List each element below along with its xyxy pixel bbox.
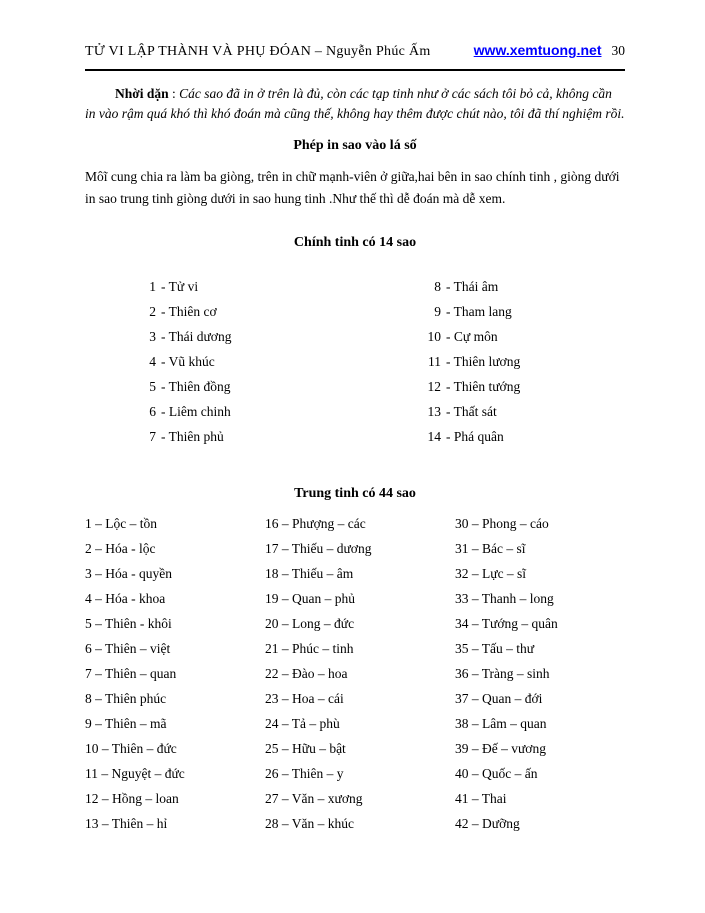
star-name: - Thiên cơ: [161, 304, 217, 319]
star-list-item: 20 – Long – đức: [265, 616, 355, 631]
star-list-item: [140, 329, 425, 354]
star-number: 14: [427, 429, 441, 444]
star-list-item: [140, 279, 425, 304]
star-list-item: 23 – Hoa – cái: [265, 691, 344, 706]
star-list-item: 17 – Thiếu – dương: [265, 541, 372, 556]
star-name: - Thiên tướng: [446, 379, 521, 394]
star-list-item: 7 – Thiên – quan: [85, 666, 177, 681]
trung-tinh-column-3: [455, 516, 625, 841]
website-link[interactable]: www.xemtuong.net: [473, 42, 602, 58]
star-list-item: [140, 354, 425, 379]
star-name: - Thiên lương: [446, 354, 521, 369]
star-list-item: [140, 404, 425, 429]
star-list-item: 8 – Thiên phúc: [85, 691, 167, 706]
star-number: 3: [149, 329, 156, 344]
star-list-item: [425, 329, 625, 354]
star-name: - Liêm chinh: [161, 404, 231, 419]
star-list-item: 13 – Thiên – hỉ: [85, 816, 168, 831]
star-list-item: 40 – Quốc – ấn: [455, 766, 538, 781]
chinh-tinh-heading: Chính tinh có 14 sao: [293, 235, 417, 250]
star-number: 9: [434, 304, 441, 319]
star-list-item: 11 – Nguyệt – đức: [85, 766, 185, 781]
star-name: - Thiên đồng: [161, 379, 231, 394]
star-list-item: 36 – Tràng – sinh: [455, 666, 550, 681]
star-number: 13: [427, 404, 441, 419]
star-list-item: [140, 429, 425, 454]
star-name: - Phá quân: [446, 429, 504, 444]
intro-text: Các sao đã in ở trên là đủ, còn các tạp tinh như ở các sách tôi bỏ cả, không cần in vào rậm quá khó thì khó đoán mà cũng thế, không hay thêm được chút nào, tôi đã thí nghiệm rồi.: [85, 86, 625, 121]
trung-tinh-heading: Trung tinh có 44 sao: [294, 486, 416, 501]
star-list-item: 6 – Thiên – việt: [85, 641, 171, 656]
star-number: 6: [149, 404, 156, 419]
star-number: 7: [149, 429, 156, 444]
star-list-item: 5 – Thiên - khôi: [85, 616, 172, 631]
star-list-item: 34 – Tướng – quân: [455, 616, 558, 631]
star-list-item: 24 – Tả – phù: [265, 716, 340, 731]
trung-tinh-column-2: [265, 516, 455, 841]
star-list-item: 1 – Lộc – tồn: [85, 516, 157, 531]
star-list-item: 21 – Phúc – tinh: [265, 641, 354, 656]
page-header: [85, 42, 625, 60]
method-paragraph: Môĩ cung chia ra làm ba giòng, trên in chữ mạnh-viên ở giữa,hai bên in sao chính tinh , giòng dưới in sao trung tinh giòng dưới in sao hung tinh .Như thế thì dễ đoán mà dễ xem.: [85, 169, 620, 206]
star-name: - Vũ khúc: [161, 354, 215, 369]
star-list-item: 26 – Thiên – y: [265, 766, 344, 781]
star-list-item: 10 – Thiên – đức: [85, 741, 177, 756]
star-name: - Thiên phủ: [161, 429, 224, 444]
intro-separator: :: [168, 86, 180, 101]
star-name: - Thất sát: [446, 404, 497, 419]
star-list-item: 37 – Quan – đới: [455, 691, 543, 706]
star-number: 11: [428, 354, 441, 369]
star-list-item: 22 – Đào – hoa: [265, 666, 348, 681]
star-number: 1: [149, 279, 156, 294]
star-number: 12: [427, 379, 441, 394]
star-list-item: 3 – Hóa - quyền: [85, 566, 172, 581]
star-list-item: 25 – Hữu – bật: [265, 741, 346, 756]
star-list-item: [425, 354, 625, 379]
star-list-item: 33 – Thanh – long: [455, 591, 554, 606]
star-list-item: 9 – Thiên – mã: [85, 716, 167, 731]
star-list-item: [425, 404, 625, 429]
star-list-item: 18 – Thiếu – âm: [265, 566, 354, 581]
chinh-tinh-right-column: [425, 279, 625, 454]
intro-label: Nhời dặn: [115, 86, 169, 101]
trung-tinh-column-1: [85, 516, 265, 841]
star-list-item: [425, 429, 625, 454]
star-name: - Thái âm: [446, 279, 499, 294]
star-number: 8: [434, 279, 441, 294]
chinh-tinh-left-column: [85, 279, 425, 454]
star-name: - Thái dương: [161, 329, 232, 344]
star-list-item: [425, 379, 625, 404]
star-list-item: 27 – Văn – xương: [265, 791, 363, 806]
star-name: - Tử vi: [161, 279, 199, 294]
document-title: TỬ VI LẬP THÀNH VÀ PHỤ ĐÓAN – Nguyễn Phúc Ấm: [85, 44, 431, 59]
star-list-item: 32 – Lực – sĩ: [455, 566, 527, 581]
star-list-item: [425, 304, 625, 329]
trung-tinh-list: [85, 516, 625, 841]
method-heading: Phép in sao vào lá số: [293, 138, 417, 153]
intro-paragraph: [85, 84, 625, 123]
star-number: 10: [427, 329, 441, 344]
star-number: 5: [149, 379, 156, 394]
star-list-item: 41 – Thai: [455, 791, 507, 806]
header-divider: [85, 69, 625, 71]
star-number: 2: [149, 304, 156, 319]
star-name: - Cự môn: [446, 329, 498, 344]
star-list-item: 19 – Quan – phủ: [265, 591, 355, 606]
star-list-item: 42 – Dưỡng: [455, 816, 520, 831]
chinh-tinh-list: [85, 279, 625, 454]
star-list-item: 2 – Hóa - lộc: [85, 541, 156, 556]
star-name: - Tham lang: [446, 304, 512, 319]
star-list-item: [140, 379, 425, 404]
star-number: 4: [149, 354, 156, 369]
star-list-item: 31 – Bác – sĩ: [455, 541, 526, 556]
star-list-item: 38 – Lâm – quan: [455, 716, 547, 731]
star-list-item: 16 – Phượng – các: [265, 516, 366, 531]
page-number: 30: [611, 43, 625, 58]
star-list-item: 30 – Phong – cáo: [455, 516, 549, 531]
star-list-item: 28 – Văn – khúc: [265, 816, 354, 831]
star-list-item: 35 – Tấu – thư: [455, 641, 535, 656]
star-list-item: 39 – Đế – vương: [455, 741, 546, 756]
star-list-item: [140, 304, 425, 329]
star-list-item: [425, 279, 625, 304]
star-list-item: 12 – Hồng – loan: [85, 791, 179, 806]
star-list-item: 4 – Hóa - khoa: [85, 591, 166, 606]
